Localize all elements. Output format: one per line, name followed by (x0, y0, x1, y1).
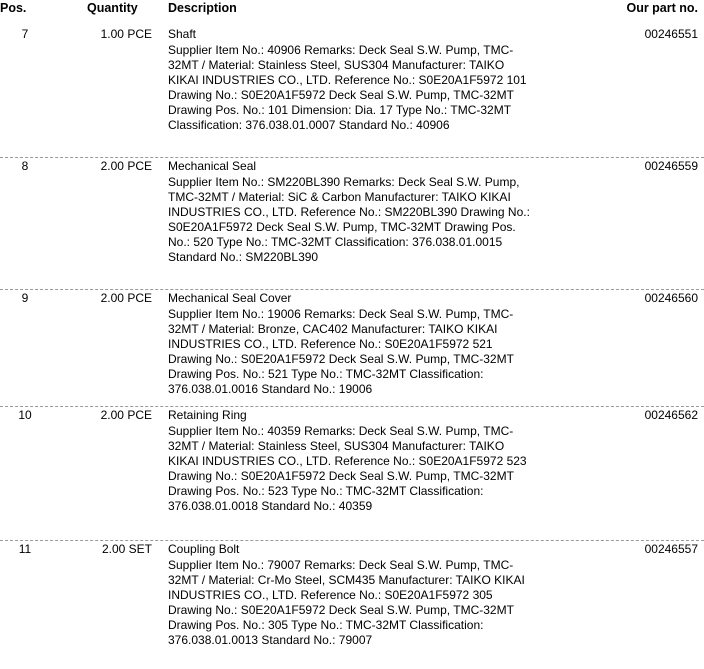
row-part-no: 00246560 (644, 291, 698, 305)
row-quantity: 1.00 PCE (100, 27, 152, 41)
row-pos: 7 (21, 27, 29, 41)
table-header (0, 0, 704, 20)
row-details: Supplier Item No.: 40359 Remarks: Deck Seal S.W. Pump, TMC-32MT / Material: Stainless Steel, SUS304 Manufacturer: TAIKO KIKAI INDUSTRIES CO., LTD. Reference No.: S0E20A1F5972 523 Drawing No.: S0E20A1F5972 Deck Seal S.W. Pump, TMC-32MT Drawing Pos. No.: 523 Type No.: TMC-32MT Classification: 376.038.01.0018 Standard No.: 40359 (168, 424, 527, 513)
row-details: Supplier Item No.: SM220BL390 Remarks: Deck Seal S.W. Pump, TMC-32MT / Material: SiC & Carbon Manufacturer: TAIKO KIKAI INDUSTRIES CO., LTD. Reference No.: SM220BL390 Drawing No.: S0E20A1F5972 Deck Seal S.W. Pump, TMC-32MT Drawing Pos. No.: 520 Type No.: TMC-32MT Classification: 376.038.01.0015 Standard No.: SM220BL390 (168, 175, 530, 264)
row-title: Shaft (168, 27, 197, 41)
row-part-no: 00246551 (644, 27, 698, 41)
row-part-no: 00246562 (644, 408, 698, 422)
row-quantity: 2.00 PCE (100, 291, 152, 305)
row-details: Supplier Item No.: 40906 Remarks: Deck Seal S.W. Pump, TMC-32MT / Material: Stainless Steel, SUS304 Manufacturer: TAIKO KIKAI INDUSTRIES CO., LTD. Reference No.: S0E20A1F5972 101 Drawing No.: S0E20A1F5972 Deck Seal S.W. Pump, TMC-32MT Drawing Pos. No.: 101 Dimension: Dia. 17 Type No.: TMC-32MT Classification: 376.038.01.0007 Standard No.: 40906 (168, 43, 527, 132)
header-quantity: Quantity (87, 1, 138, 15)
table-row (0, 408, 704, 541)
row-title: Retaining Ring (168, 408, 247, 422)
row-details: Supplier Item No.: 79007 Remarks: Deck Seal S.W. Pump, TMC-32MT / Material: Cr-Mo Steel, SCM435 Manufacturer: TAIKO KIKAI INDUSTRIES CO., LTD. Reference No.: S0E20A1F5972 305 Drawing No.: S0E20A1F5972 Deck Seal S.W. Pump, TMC-32MT Drawing Pos. No.: 305 Type No.: TMC-32MT Classification: 376.038.01.0013 Standard No.: 79007 (168, 558, 525, 647)
row-title: Mechanical Seal (168, 159, 257, 173)
table-row (0, 159, 704, 290)
row-pos: 9 (21, 291, 29, 305)
row-pos: 11 (18, 542, 32, 556)
header-pos: Pos. (0, 1, 27, 15)
row-pos: 10 (18, 408, 32, 422)
row-title: Coupling Bolt (168, 542, 240, 556)
row-details: Supplier Item No.: 19006 Remarks: Deck Seal S.W. Pump, TMC-32MT / Material: Bronze, CAC402 Manufacturer: TAIKO KIKAI INDUSTRIES CO., LTD. Reference No.: S0E20A1F5972 521 Drawing No.: S0E20A1F5972 Deck Seal S.W. Pump, TMC-32MT Drawing Pos. No.: 521 Type No.: TMC-32MT Classification: 376.038.01.0016 Standard No.: 19006 (168, 307, 514, 396)
table-row (0, 27, 704, 158)
row-quantity: 2.00 PCE (100, 159, 152, 173)
row-quantity: 2.00 SET (101, 542, 152, 556)
header-description: Description (168, 1, 237, 15)
row-part-no: 00246557 (644, 542, 698, 556)
table-row (0, 291, 704, 407)
table-row (0, 542, 704, 669)
row-quantity: 2.00 PCE (100, 408, 152, 422)
row-pos: 8 (21, 159, 29, 173)
row-title: Mechanical Seal Cover (168, 291, 292, 305)
header-part-no: Our part no. (626, 1, 698, 15)
row-part-no: 00246559 (644, 159, 698, 173)
